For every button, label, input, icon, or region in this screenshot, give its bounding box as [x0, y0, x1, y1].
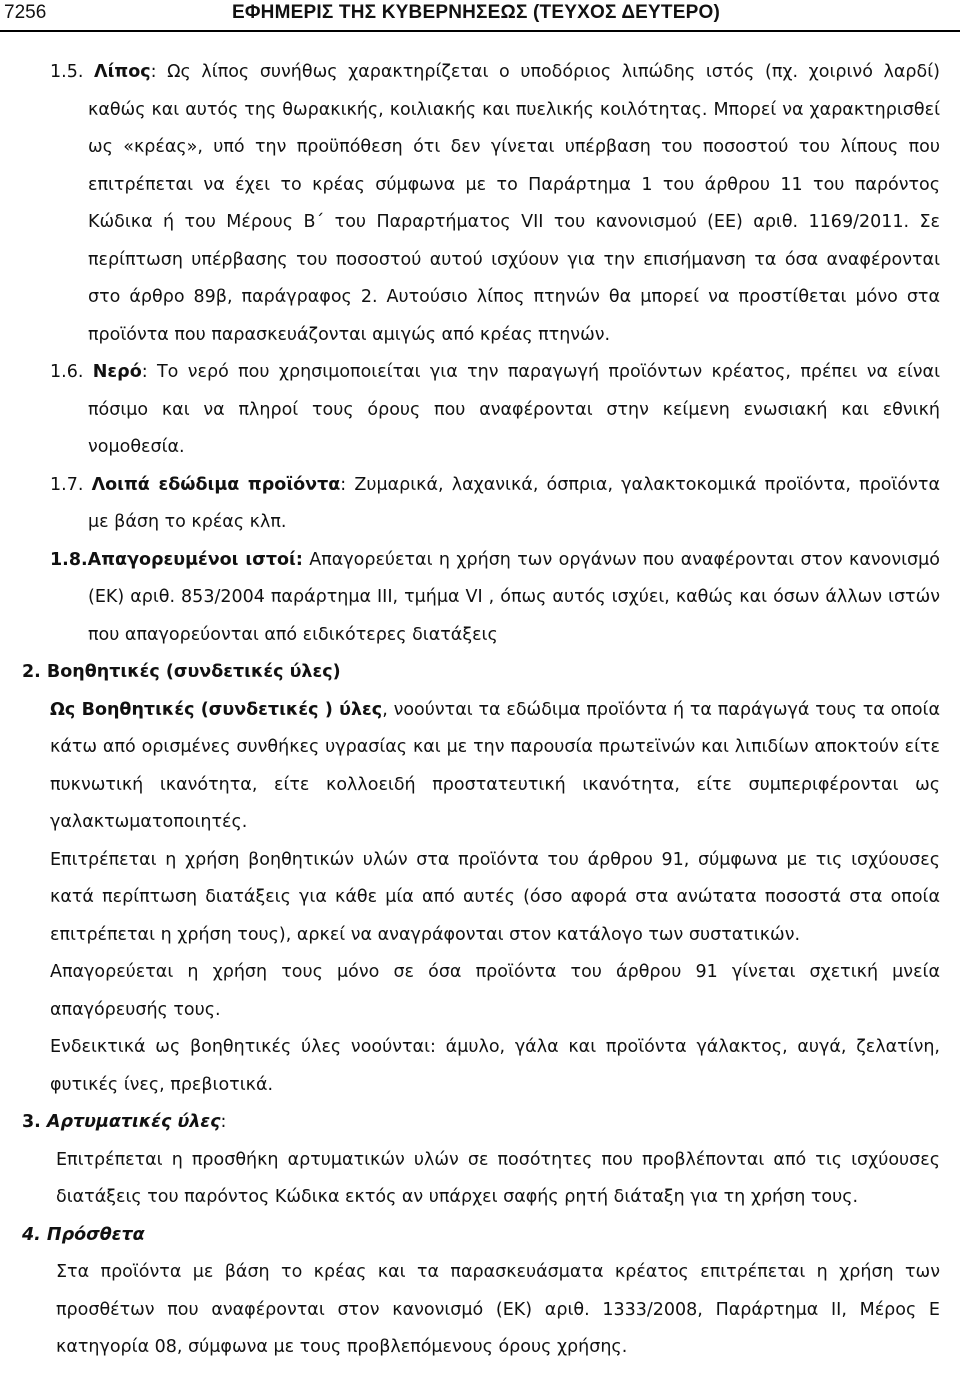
item-1-5: [0, 54, 960, 354]
page-header: [0, 0, 960, 32]
item-term: Νερό: [92, 362, 142, 382]
item-number: 1.6.: [50, 362, 84, 382]
section-3-heading: [0, 1104, 960, 1142]
definition-term: Ως Βοηθητικές (συνδετικές ) ύλες: [50, 699, 383, 720]
section-2-heading: 2. Βοηθητικές (συνδετικές ύλες): [22, 662, 341, 682]
document-body: [0, 54, 960, 1367]
section-3-text: Επιτρέπεται η προσθήκη αρτυματικών υλών σε ποσότητες που προβλέπονται από τις ισχύουσες διατάξεις του παρόντος Κώδικα εκτός αν υπάρχει σαφής ρητή διάταξη για τη χρήση τους.: [56, 1149, 940, 1207]
section-number: 4.: [22, 1224, 41, 1245]
section-2-paragraph-3: Απαγορεύεται η χρήση τους μόνο σε όσα προϊόντα του άρθρου 91 γίνεται σχετική μνεία απαγόρευσής τους.: [50, 962, 940, 1020]
section-number: 3.: [22, 1112, 41, 1132]
item-1-6: [0, 354, 960, 467]
item-term: Λίπος: [94, 62, 151, 82]
section-title: Πρόσθετα: [46, 1224, 145, 1245]
item-number: 1.7.: [50, 474, 84, 495]
page-number: 7256: [4, 2, 47, 23]
section-title-suffix: :: [220, 1112, 227, 1132]
definition-text: , νοούνται τα εδώδιμα προϊόντα ή τα παράγωγά τους τα οποία κάτω από ορισμένες συνθήκες υγρασίας και με την παρουσία πρωτεϊνών και λιπιδίων αποκτούν είτε πυκνωτική ικανότητα, είτε κολλοειδή προστατευτική ικανότητα, είτε συμπεριφέρονται ως γαλακτωματοποιητές.: [50, 699, 940, 832]
section-2-definition: [0, 692, 960, 842]
item-text: : Το νερό που χρησιμοποιείται για την παραγωγή προϊόντων κρέατος, πρέπει να είναι πόσιμο και να πληροί τους όρους που αναφέρονται στην κείμενη ενωσιακή και εθνική νομοθεσία.: [88, 362, 940, 457]
item-text: Απαγορεύεται η χρήση των οργάνων που αναφέρονται στον κανονισμό (ΕΚ) αριθ. 853/2004 παράρτημα ΙΙΙ, τμήμα VI , όπως αυτός ισχύει, καθώς και όσων άλλων ιστών που απαγορεύονται από ειδικότερες διατάξεις: [88, 549, 940, 645]
item-1-8: [0, 542, 960, 655]
section-4-text: Στα προϊόντα με βάση το κρέας και τα παρασκευάσματα κρέατος επιτρέπεται η χρήση των προσθέτων που αναφέρονται στον κανονισμό (ΕΚ) αριθ. 1333/2008, Παράρτημα ΙΙ, Μέρος Ε κατηγορία 08, σύμφωνα με τους προβλεπόμενους όρους χρήσης.: [56, 1262, 940, 1357]
item-text: : Ως λίπος συνήθως χαρακτηρίζεται ο υποδόριος λιπώδης ιστός (πχ. χοιρινό λαρδί) καθώς και αυτός της θωρακικής, κοιλιακής και πυελικής κοιλότητας. Μπορεί να χαρακτηρισθεί ως «κρέας», υπό την προϋπόθεση ότι δεν γίνεται υπέρβαση του ποσοστού του λίπους που επιτρέπεται να έχει το κρέας σύμφωνα με το Παράρτημα 1 του άρθρου 11 του παρόντος Κώδικα ή του Μέρους Β΄ του Παραρτήματος VII του κανονισμού (ΕΕ) αριθ. 1169/2011. Σε περίπτωση υπέρβασης του ποσοστού αυτού ισχύουν για την επισήμανση τα όσα αναφέρονται στο άρθρο 89β, παράγραφος 2. Αυτούσιο λίπος πτηνών θα μπορεί να προστίθεται μόνο στα προϊόντα που παρασκευάζονται αμιγώς από κρέας πτηνών.: [88, 62, 940, 345]
section-2-paragraph-2: Επιτρέπεται η χρήση βοηθητικών υλών στα προϊόντα του άρθρου 91, σύμφωνα με τις ισχύουσες κατά περίπτωση διατάξεις για κάθε μία από αυτές (όσο αφορά στα ανώτατα ποσοστά στα οποία επιτρέπεται η χρήση τους), αρκεί να αναγράφονται στον κατάλογο των συστατικών.: [50, 849, 940, 945]
section-2-paragraph-4: Ενδεικτικά ως βοηθητικές ύλες νοούνται: άμυλο, γάλα και προϊόντα γάλακτος, αυγά, ζελατίνη, φυτικές ίνες, πρεβιοτικά.: [50, 1037, 940, 1095]
item-number: 1.8.: [50, 549, 88, 570]
item-number: 1.5.: [50, 62, 84, 82]
item-term: Λοιπά εδώδιμα προϊόντα: [91, 474, 341, 495]
item-text: : Ζυμαρικά, λαχανικά, όσπρια, γαλακτοκομικά προϊόντα, προϊόντα με βάση το κρέας κλπ.: [88, 474, 940, 532]
section-title: Αρτυματικές ύλες: [46, 1112, 221, 1132]
gazette-title: ΕΦΗΜΕΡΙΣ ΤΗΣ ΚΥΒΕΡΝΗΣΕΩΣ (ΤΕΥΧΟΣ ΔΕΥΤΕΡΟ): [232, 2, 720, 23]
item-1-7: [0, 467, 960, 542]
section-4-heading: [0, 1217, 960, 1255]
item-term: Απαγορευμένοι ιστοί:: [87, 549, 303, 570]
